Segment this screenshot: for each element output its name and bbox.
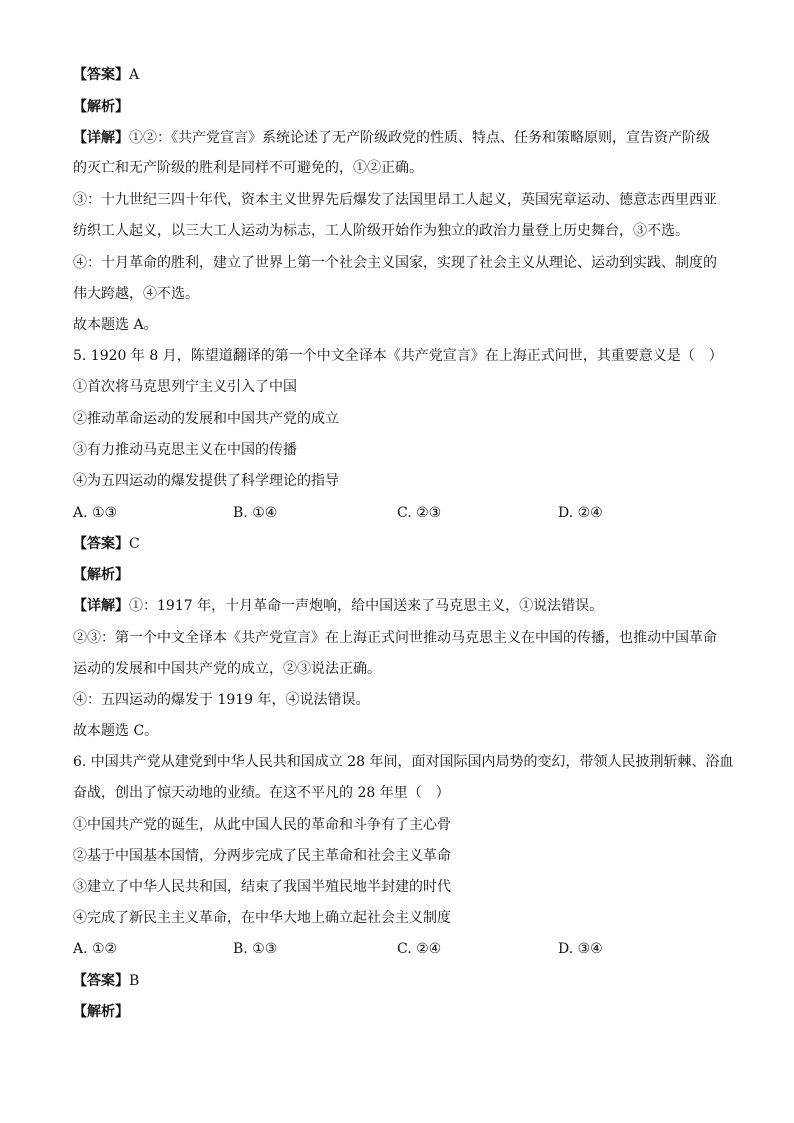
explanation-line: 伟大跨越，④不选。 bbox=[73, 286, 199, 302]
option-d: D. ②④ bbox=[558, 505, 603, 521]
section-marker: 【答案】 bbox=[73, 536, 129, 552]
question-statement: ④为五四运动的爆发提供了科学理论的指导 bbox=[73, 473, 339, 489]
question-statement: ①中国共产党的诞生，从此中国人民的革命和斗争有了主心骨 bbox=[73, 817, 451, 833]
answer-label: 【答案】B bbox=[73, 973, 140, 989]
answer-label: 【答案】A bbox=[73, 67, 140, 83]
section-marker: 【解析】 bbox=[73, 1004, 129, 1020]
question-statement: ④完成了新民主主义革命，在中华大地上确立起社会主义制度 bbox=[73, 910, 451, 926]
explanation-line: ②③：第一个中文全译本《共产党宣言》在上海正式问世推动马克思主义在中国的传播，也推动中国革命 bbox=[73, 630, 717, 646]
question-stem: 5. 1920 年 8 月，陈望道翻译的第一个中文全译本《共产党宣言》在上海正式问世，其重要意义是（ ） bbox=[73, 348, 723, 364]
section-marker: 【答案】 bbox=[73, 973, 129, 989]
option-c: C. ②③ bbox=[397, 505, 442, 521]
section-marker: 【解析】 bbox=[73, 99, 129, 115]
conclusion-line: 故本题选 C。 bbox=[73, 723, 159, 739]
option-d: D. ③④ bbox=[558, 941, 603, 957]
answer-options-row bbox=[73, 503, 733, 523]
question-stem: 6. 中国共产党从建党到中华人民共和国成立 28 年间，面对国际国内局势的变幻，带领人民披荆斩棘、浴血 bbox=[73, 754, 734, 770]
section-marker: 【详解】 bbox=[73, 598, 129, 614]
question-statement: ③有力推动马克思主义在中国的传播 bbox=[73, 442, 297, 458]
option-a: A. ①③ bbox=[73, 505, 118, 521]
question-statement: ①首次将马克思列宁主义引入了中国 bbox=[73, 379, 297, 395]
explanation-line: 的灭亡和无产阶级的胜利是同样不可避免的，①②正确。 bbox=[73, 160, 423, 176]
explanation-line: ④：十月革命的胜利，建立了世界上第一个社会主义国家，实现了社会主义从理论、运动到实践、制度的 bbox=[73, 255, 717, 271]
explanation-line: ④：五四运动的爆发于 1919 年，④说法错误。 bbox=[73, 692, 370, 708]
question-stem: 奋战，创出了惊天动地的业绩。在这不平凡的 28 年里（ ） bbox=[73, 785, 450, 801]
analysis-label bbox=[73, 1002, 733, 1022]
explanation-line: ③：十九世纪三四十年代，资本主义世界先后爆发了法国里昂工人起义，英国宪章运动、德意志西里西亚 bbox=[73, 192, 717, 208]
question-statement: ②基于中国基本国情，分两步完成了民主革命和社会主义革命 bbox=[73, 848, 451, 864]
option-b: B. ①④ bbox=[233, 505, 278, 521]
answer-label: 【答案】C bbox=[73, 536, 140, 552]
analysis-label bbox=[73, 565, 733, 585]
option-b: B. ①③ bbox=[233, 941, 278, 957]
question-statement: ③建立了中华人民共和国，结束了我国半殖民地半封建的时代 bbox=[73, 879, 451, 895]
explanation-line: 【详解】①②：《共产党宣言》系统论述了无产阶级政党的性质、特点、任务和策略原则，宣告资产阶级 bbox=[73, 130, 710, 146]
explanation-line: 运动的发展和中国共产党的成立，②③说法正确。 bbox=[73, 661, 381, 677]
section-marker: 【详解】 bbox=[73, 130, 129, 146]
question-statement: ②推动革命运动的发展和中国共产党的成立 bbox=[73, 411, 339, 427]
section-marker: 【答案】 bbox=[73, 67, 129, 83]
explanation-line: 纺织工人起义，以三大工人运动为标志，工人阶级开始作为独立的政治力量登上历史舞台，③不选。 bbox=[73, 223, 689, 239]
conclusion-line: 故本题选 A。 bbox=[73, 317, 158, 333]
option-c: C. ②④ bbox=[397, 941, 442, 957]
section-marker: 【解析】 bbox=[73, 567, 129, 583]
explanation-line: 【详解】①：1917 年，十月革命一声炮响，给中国送来了马克思主义，①说法错误。 bbox=[73, 598, 604, 614]
option-a: A. ①② bbox=[73, 941, 118, 957]
answer-options-row bbox=[73, 939, 733, 959]
analysis-label bbox=[73, 97, 733, 117]
